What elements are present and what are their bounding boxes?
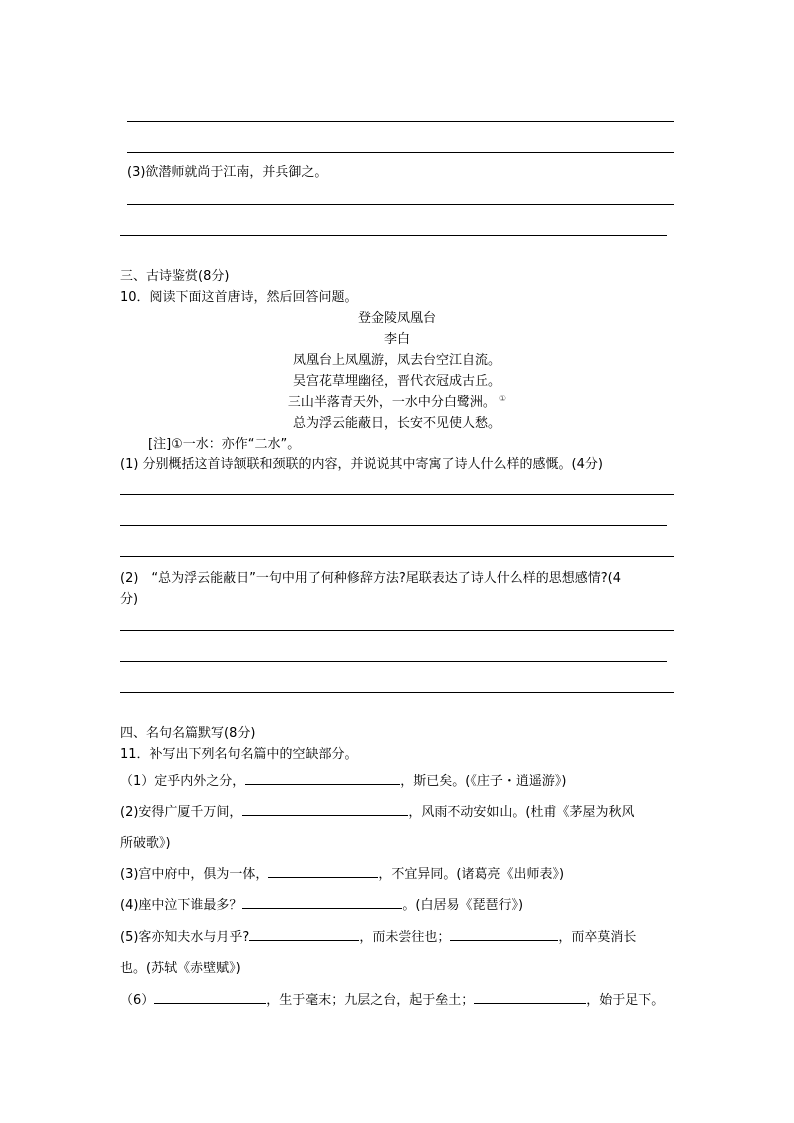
q10-intro: 10．阅读下面这首唐诗，然后回答问题。 xyxy=(120,290,358,305)
q11-item-text: ，始于足下。 xyxy=(586,993,665,1008)
q11-item-text: ，风雨不动安如山。(杜甫《茅屋为秋风 xyxy=(408,805,635,820)
q11-item-1 xyxy=(120,770,566,789)
q11-item-text: 。(白居易《琵琶行》) xyxy=(402,898,524,913)
answer-line xyxy=(120,630,674,631)
answer-line xyxy=(120,494,674,495)
q11-intro: 11．补写出下列名句名篇中的空缺部分。 xyxy=(120,747,358,762)
section4-title: 四、名句名篇默写(8分) xyxy=(120,726,256,741)
poem-line xyxy=(120,391,674,410)
blank-field[interactable] xyxy=(154,990,266,1004)
q11-item-6 xyxy=(120,989,664,1008)
answer-line xyxy=(127,204,674,205)
answer-line xyxy=(127,152,674,153)
footnote-marker: ① xyxy=(498,393,507,403)
q11-item-text: ，而卒莫消长 xyxy=(558,930,637,945)
q10-2-line2: 分) xyxy=(120,592,139,607)
answer-line xyxy=(127,121,674,122)
q11-item-text: （1）定乎内外之分， xyxy=(120,774,246,789)
q9-3-text: (3)欲潜师就尚于江南，并兵御之。 xyxy=(127,165,328,180)
blank-field[interactable] xyxy=(242,895,402,909)
q11-item-text: ，斯已矣。(《庄子・逍遥游》) xyxy=(400,774,567,789)
answer-line xyxy=(120,525,667,526)
q11-item-4 xyxy=(120,894,523,913)
q10-2-line1: (2) “总为浮云能蔽日”一句中用了何种修辞方法?尾联表达了诗人什么样的思想感情?(4 xyxy=(120,571,622,586)
q10-1: (1) 分别概括这首诗颔联和颈联的内容，并说说其中寄寓了诗人什么样的感慨。(4分) xyxy=(120,457,603,472)
q11-item-text: (5)客亦知夫水与月乎? xyxy=(120,930,250,945)
poem-line: 总为浮云能蔽日，长安不见使人愁。 xyxy=(292,416,501,431)
q11-item-text: (3)宫中府中，俱为一体， xyxy=(120,867,269,882)
answer-line xyxy=(120,235,667,236)
blank-field[interactable] xyxy=(245,771,400,785)
q11-item-5-cont: 也。(苏轼《赤壁赋》) xyxy=(120,961,241,976)
answer-line xyxy=(120,556,674,557)
q11-item-3 xyxy=(120,863,564,882)
q11-item-text: ，生于毫末；九层之台，起于垒土； xyxy=(266,993,475,1008)
poem-line: 凤凰台上凤凰游，凤去台空江自流。 xyxy=(292,353,501,368)
q11-item-text: ，而未尝往也； xyxy=(359,930,451,945)
q11-item-2-cont: 所破歌》) xyxy=(120,836,171,851)
poem-note: [注]①一水：亦作“二水”。 xyxy=(148,437,301,452)
answer-line xyxy=(120,661,667,662)
q11-item-2 xyxy=(120,801,635,820)
q11-item-text: (4)座中泣下谁最多？ xyxy=(120,898,243,913)
q11-item-text: ，不宜异同。(诸葛亮《出师表》) xyxy=(378,867,565,882)
poem-line: 吴宫花草埋幽径，晋代衣冠成古丘。 xyxy=(292,374,501,389)
q11-item-text: (2)安得广厦千万间， xyxy=(120,805,243,820)
blank-field[interactable] xyxy=(450,927,558,941)
blank-field[interactable] xyxy=(242,802,408,816)
q11-item-text: （6） xyxy=(120,993,155,1008)
blank-field[interactable] xyxy=(249,927,359,941)
section3-title: 三、古诗鉴赏(8分) xyxy=(120,269,230,284)
blank-field[interactable] xyxy=(268,864,378,878)
blank-field[interactable] xyxy=(474,990,586,1004)
poem-title: 登金陵凤凰台 xyxy=(357,311,436,326)
answer-line xyxy=(120,692,674,693)
poem-author: 李白 xyxy=(383,332,410,347)
poem-line-text: 三山半落青天外，一水中分白鹭洲。 xyxy=(287,395,496,410)
q11-item-5 xyxy=(120,926,636,945)
